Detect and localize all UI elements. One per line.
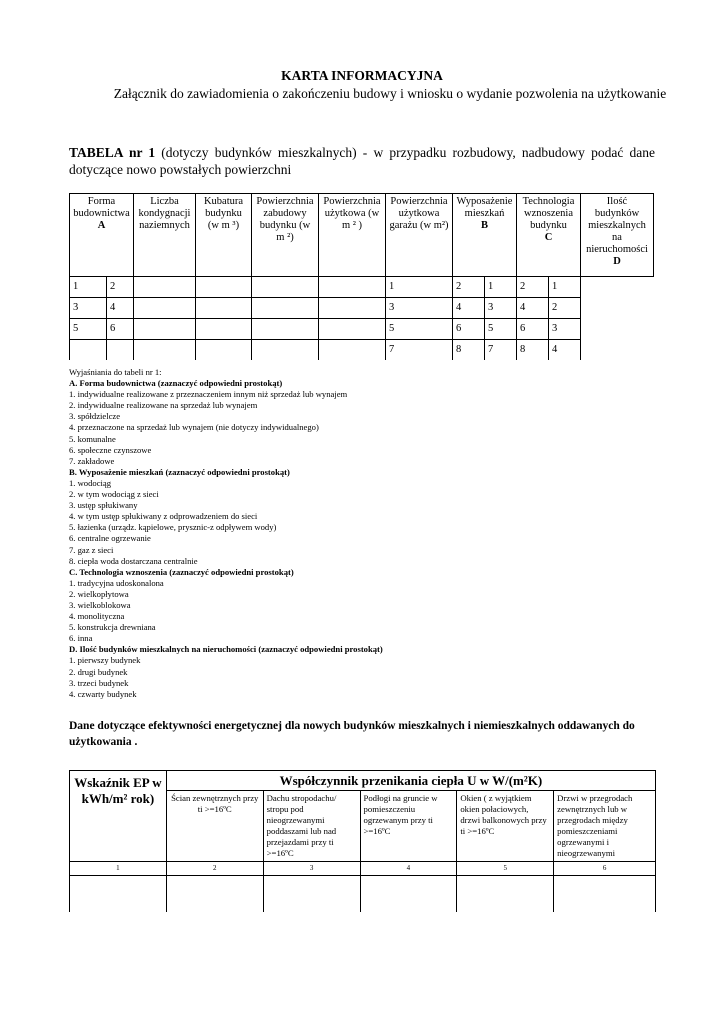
cell[interactable] [134, 319, 196, 340]
notes-heading-c: C. Technologia wznoszenia (zaznaczyć odpowiedni prostokąt) [69, 566, 294, 577]
table1-header-row [70, 194, 654, 277]
list-item: 1. indywidualne realizowane z przeznaczeniem innym niż sprzedaż lub wynajem [69, 389, 348, 400]
cell[interactable]: 2 [107, 277, 134, 298]
notes-heading-d: D. Ilość budynków mieszkalnych na nieruchomości (zaznaczyć odpowiedni prostokąt) [69, 644, 383, 655]
ep-header: Wskaźnik EP w kWh/m² rok) [70, 771, 167, 862]
cell[interactable]: 6 [517, 319, 549, 340]
table1-intro [69, 144, 655, 178]
list-item: 4. czwarty budynek [69, 688, 137, 699]
cell[interactable]: 4 [517, 298, 549, 319]
list-item: 8. ciepła woda dostarczana centralnie [69, 555, 198, 566]
list-item: 2. indywidualne realizowane na sprzedaż lub wynajem [69, 400, 258, 411]
cell[interactable] [196, 340, 252, 361]
cell[interactable] [554, 876, 656, 913]
table1-notes [69, 367, 669, 700]
list-item: 2. wielkopłytowa [69, 588, 129, 599]
list-item: 6. inna [69, 633, 93, 644]
cell[interactable]: 3 [549, 319, 581, 340]
cell[interactable]: 1 [485, 277, 517, 298]
table1-label: TABELA nr 1 [69, 145, 156, 160]
u-header: Współczynnik przenikania ciepła U w W/(m²K) [166, 771, 655, 791]
column-header: Drzwi w przegrodach zewnętrznych lub w przegrodach między pomieszczeniami ogrzewanymi i nieogrzewanymi [554, 791, 656, 862]
cell[interactable]: 4 [549, 340, 581, 361]
cell[interactable]: 4 [453, 298, 485, 319]
table2-header-row [70, 771, 656, 791]
cell[interactable]: 4 [107, 298, 134, 319]
table1 [69, 193, 654, 360]
cell[interactable]: 6 [107, 319, 134, 340]
cell[interactable] [252, 340, 319, 361]
column-number: 1 [70, 862, 167, 876]
header-ilosc: Ilość budynków mieszkalnych na nieruchomości D [581, 194, 654, 277]
cell[interactable] [70, 876, 167, 913]
cell[interactable]: 1 [70, 277, 107, 298]
list-item: 5. łazienka (urządz. kąpielowe, prysznic-z odpływem wody) [69, 522, 277, 533]
cell[interactable] [166, 876, 263, 913]
cell[interactable] [319, 319, 386, 340]
cell[interactable] [263, 876, 360, 913]
list-item: 3. spółdzielcze [69, 411, 121, 422]
list-item: 3. trzeci budynek [69, 677, 129, 688]
cell[interactable] [319, 340, 386, 361]
notes-intro: Wyjaśniania do tabeli nr 1: [69, 367, 162, 377]
cell[interactable] [70, 340, 107, 361]
header-pow-garazu: Powierzchnia użytkowa garażu (w m²) [386, 194, 453, 277]
cell[interactable]: 1 [549, 277, 581, 298]
column-header: Okien ( z wyjątkiem okien połaciowych, drzwi balkonowych przy ti >=16ºC [457, 791, 554, 862]
header-pow-uzytkowa: Powierzchnia użytkowa (w m ² ) [319, 194, 386, 277]
cell[interactable]: 7 [485, 340, 517, 361]
cell[interactable] [196, 277, 252, 298]
cell[interactable] [457, 876, 554, 913]
cell[interactable]: 3 [386, 298, 453, 319]
cell[interactable] [252, 298, 319, 319]
cell[interactable] [319, 277, 386, 298]
list-item: 2. drugi budynek [69, 666, 128, 677]
cell[interactable] [196, 298, 252, 319]
table1-row [70, 298, 654, 319]
list-item: 4. przeznaczone na sprzedaż lub wynajem (nie dotyczy indywidualnego) [69, 422, 319, 433]
list-item: 4. w tym ustęp spłukiwany z odprowadzeniem do sieci [69, 511, 258, 522]
header-pow-zabudowy: Powierzchnia zabudowy budynku (w m ²) [252, 194, 319, 277]
notes-heading-a: A. Forma budownictwa (zaznaczyć odpowiedni prostokąt) [69, 378, 283, 389]
table2 [69, 770, 656, 912]
cell[interactable]: 2 [453, 277, 485, 298]
cell[interactable]: 6 [453, 319, 485, 340]
list-item: 3. ustęp spłukiwany [69, 500, 138, 511]
document-subtitle: Załącznik do zawiadomienia o zakończeniu budowy i wniosku o wydanie pozwolenia na użytkowanie [113, 86, 667, 101]
cell[interactable]: 5 [485, 319, 517, 340]
cell[interactable]: 3 [485, 298, 517, 319]
table2-number-row [70, 862, 656, 876]
column-header: Ścian zewnętrznych przy ti >=16ºC [166, 791, 263, 862]
column-number: 6 [554, 862, 656, 876]
cell[interactable] [319, 298, 386, 319]
list-item: 3. wielkoblokowa [69, 599, 131, 610]
header-kubatura: Kubatura budynku (w m ³) [196, 194, 252, 277]
table2-input-row [70, 876, 656, 913]
list-item: 5. komunalne [69, 433, 116, 444]
list-item: 7. gaz z sieci [69, 544, 114, 555]
cell[interactable]: 2 [517, 277, 549, 298]
column-header: Dachu stropodachu/ stropu pod nieogrzewanymi poddaszami lub nad przejazdami przy ti >=16ºC [263, 791, 360, 862]
cell[interactable]: 5 [70, 319, 107, 340]
column-header: Podłogi na gruncie w pomieszczeniu ogrzewanym przy ti >=16ºC [360, 791, 457, 862]
cell[interactable]: 8 [517, 340, 549, 361]
document-title: KARTA INFORMACYJNA [281, 68, 443, 83]
cell[interactable] [134, 340, 196, 361]
list-item: 1. pierwszy budynek [69, 655, 141, 666]
list-item: 1. tradycyjna udoskonalona [69, 577, 164, 588]
column-number: 3 [263, 862, 360, 876]
cell[interactable]: 2 [549, 298, 581, 319]
cell[interactable]: 1 [386, 277, 453, 298]
energy-heading: Dane dotyczące efektywności energetycznej dla nowych budynków mieszkalnych i niemieszkalnych oddawanych do użytkowania . [69, 720, 635, 748]
list-item: 7. zakładowe [69, 455, 115, 466]
list-item: 2. w tym wodociąg z sieci [69, 489, 159, 500]
cell[interactable] [360, 876, 457, 913]
list-item: 6. centralne ogrzewanie [69, 533, 151, 544]
cell[interactable] [252, 319, 319, 340]
table1-row [70, 319, 654, 340]
cell[interactable] [196, 319, 252, 340]
cell[interactable]: 7 [386, 340, 453, 361]
cell[interactable] [134, 298, 196, 319]
list-item: 6. społeczne czynszowe [69, 444, 152, 455]
header-liczba: Liczba kondygnacji naziemnych [134, 194, 196, 277]
list-item: 5. konstrukcja drewniana [69, 622, 156, 633]
cell[interactable] [107, 340, 134, 361]
cell[interactable]: 5 [386, 319, 453, 340]
table1-row [70, 340, 654, 361]
column-number: 2 [166, 862, 263, 876]
list-item: 4. monolityczna [69, 611, 125, 622]
cell[interactable] [134, 277, 196, 298]
header-wyposazenie: Wyposażenie mieszkań B [453, 194, 517, 277]
column-number: 4 [360, 862, 457, 876]
cell[interactable]: 8 [453, 340, 485, 361]
list-item: 1. wodociąg [69, 477, 112, 488]
header-forma: Forma budownictwa A [70, 194, 134, 277]
cell[interactable] [252, 277, 319, 298]
table1-description: (dotyczy budynków mieszkalnych) - w przypadku rozbudowy, nadbudowy podać dane dotyczące nowo powstałych powierzchni [69, 145, 655, 177]
header-technologia: Technologia wznoszenia budynku C [517, 194, 581, 277]
cell[interactable]: 3 [70, 298, 107, 319]
column-number: 5 [457, 862, 554, 876]
notes-heading-b: B. Wyposażenie mieszkań (zaznaczyć odpowiedni prostokąt) [69, 466, 290, 477]
table1-row [70, 277, 654, 298]
